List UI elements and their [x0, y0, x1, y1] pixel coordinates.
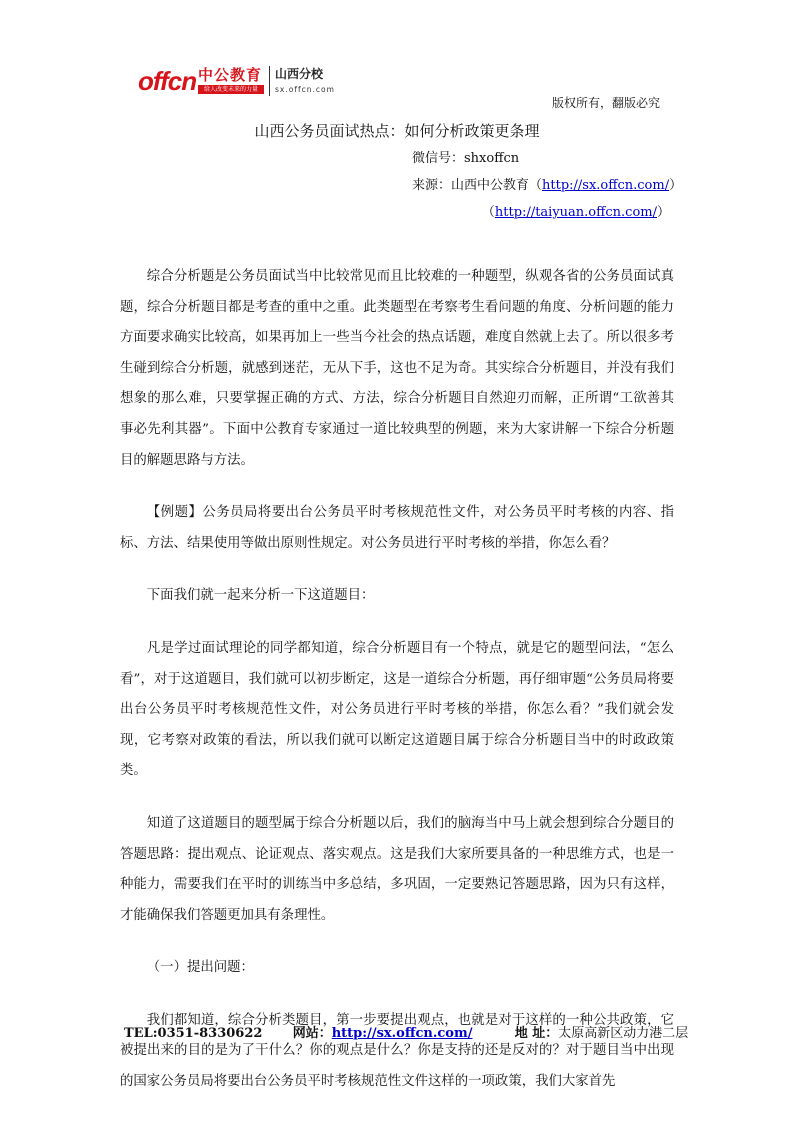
source-suffix: ） [669, 178, 683, 193]
paragraph-example: 【例题】公务员局将要出台公务员平时考核规范性文件，对公务员平时考核的内容、指标、方法、结果使用等做出原则性规定。对公务员进行平时考核的举措，你怎么看？ [120, 505, 674, 551]
logo-mark: offcn [138, 66, 197, 96]
page-footer [124, 1022, 688, 1041]
paragraph-approach: 知道了这道题目的题型属于综合分析题以后，我们的脑海当中马上就会想到综合分题目的答题思路：提出观点、论证观点、落实观点。这是我们大家所要具备的一种思维方式，也是一种能力，需要我们在平时的训练当中多总结，多巩固，一定要熟记答题思路，因为只有这样，才能确保我们答题更加具有条理性。 [120, 815, 674, 923]
paragraph-intro: 综合分析题是公务员面试当中比较常见而且比较难的一种题型，纵观各省的公务员面试真题，综合分析题目都是考查的重中之重。此类题型在考察考生看问题的角度、分析问题的能力方面要求确实比较高，如果再加上一些当今社会的热点话题，难度自然就上去了。所以很多考生碰到综合分析题，就感到迷茫，无从下手，这也不足为奇。其实综合分析题目，并没有我们想象的那么难，只要掌握正确的方式、方法，综合分析题目自然迎刃而解，正所谓“工欲善其事必先利其器”。下面中公教育专家通过一道比较典型的例题，来为大家讲解一下综合分析题目的解题思路与方法。 [120, 269, 674, 468]
logo-divider [269, 66, 270, 96]
paragraph-analysis: 凡是学过面试理论的同学都知道，综合分析题目有一个特点，就是它的题型问法，“怎么看”，对于这道题目，我们就可以初步断定，这是一道综合分析题，再仔细审题“公务员局将要出台公务员平时考核规范性文件，对公务员进行平时考核的举措，你怎么看？”我们就会发现，它考察对政策的看法，所以我们就可以断定这道题目属于综合分析题目当中的时政政策类。 [120, 640, 674, 779]
copyright-notice: 版权所有，翻版必究 [551, 96, 660, 110]
footer-site-label: 网站： [292, 1026, 332, 1041]
logo-branch: 山西分校 [275, 67, 324, 81]
source-prefix: 来源：山西中公教育（ [412, 178, 543, 193]
paragraph-lead: 下面我们就一起来分析一下这道题目： [146, 588, 375, 604]
offcn-logo [138, 64, 378, 98]
article-title: 山西公务员面试热点：如何分析政策更条理 [254, 122, 540, 140]
footer-tel: TEL:0351-8330622 [124, 1026, 263, 1041]
alt-close: ） [656, 205, 670, 220]
section-heading: （一）提出问题： [146, 960, 254, 976]
logo-name: 中公教育 [198, 66, 263, 84]
paragraph-step-one: 我们都知道，综合分析类题目，第一步要提出观点，也就是对于这样的一种公共政策，它被提出来的目的是为了干什么？你的观点是什么？你是支持的还是反对的？对于题目当中出现的国家公务员局将要出台公务员平时考核规范性文件这样的一项政策，我们大家首先 [120, 1012, 674, 1090]
alt-open: （ [481, 205, 495, 220]
alt-source-line [482, 201, 670, 220]
footer-site-link[interactable]: http://sx.offcn.com/ [331, 1026, 473, 1041]
article-body [120, 262, 674, 1120]
wechat-id: 微信号：shxoffcn [412, 151, 520, 166]
alt-source-link[interactable]: http://taiyuan.offcn.com/ [494, 205, 657, 220]
footer-address: 太原高新区动力港二层 [558, 1026, 689, 1041]
source-line [412, 174, 682, 193]
logo-slogan: 给人改变未来的力量 [198, 85, 264, 94]
footer-address-label: 地 址： [514, 1026, 559, 1041]
source-link[interactable]: http://sx.offcn.com/ [542, 178, 670, 193]
logo-url: sx.offcn.com [275, 85, 335, 94]
